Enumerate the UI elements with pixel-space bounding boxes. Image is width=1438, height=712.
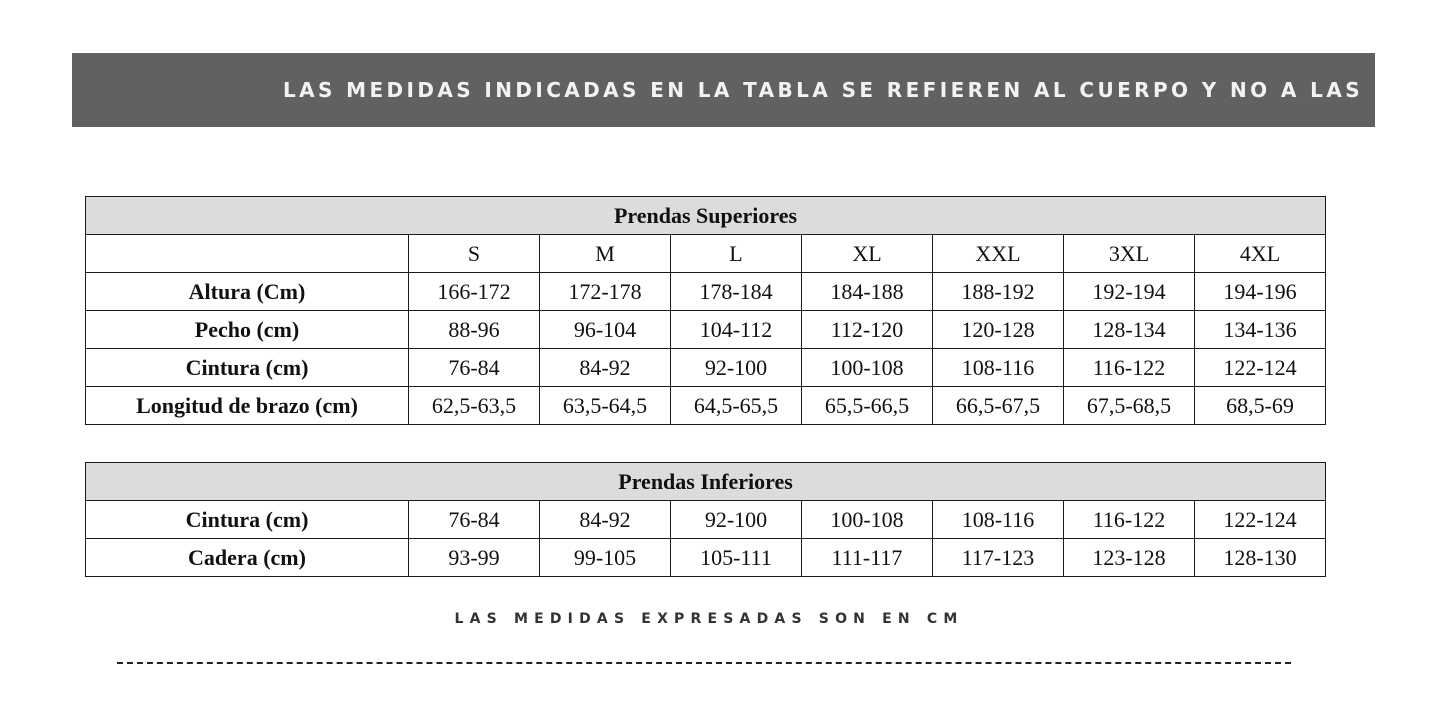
- table-cell: 194-196: [1195, 273, 1326, 311]
- table-cell: 100-108: [802, 501, 933, 539]
- size-header-cell: 3XL: [1064, 235, 1195, 273]
- table-row: [86, 311, 1326, 349]
- table-cell: 188-192: [933, 273, 1064, 311]
- table-cell: 122-124: [1195, 349, 1326, 387]
- table-title-row: [86, 463, 1326, 501]
- row-label: Altura (Cm): [86, 273, 409, 311]
- upper-garments-table: [85, 196, 1326, 425]
- table-cell: 128-130: [1195, 539, 1326, 577]
- table-cell: 117-123: [933, 539, 1064, 577]
- row-label: Pecho (cm): [86, 311, 409, 349]
- size-header-cell: S: [409, 235, 540, 273]
- table-row: [86, 539, 1326, 577]
- table-cell: 88-96: [409, 311, 540, 349]
- table-cell: 62,5-63,5: [409, 387, 540, 425]
- units-note: LAS MEDIDAS EXPRESADAS SON EN CM: [454, 611, 964, 627]
- table-cell: 192-194: [1064, 273, 1195, 311]
- table-cell: 93-99: [409, 539, 540, 577]
- table-cell: 108-116: [933, 349, 1064, 387]
- size-header-cell: M: [540, 235, 671, 273]
- table-cell: 68,5-69: [1195, 387, 1326, 425]
- table-cell: 112-120: [802, 311, 933, 349]
- table-cell: 134-136: [1195, 311, 1326, 349]
- table-cell: 111-117: [802, 539, 933, 577]
- table-cell: 92-100: [671, 349, 802, 387]
- table-cell: 76-84: [409, 349, 540, 387]
- table-cell: 105-111: [671, 539, 802, 577]
- size-header-cell: L: [671, 235, 802, 273]
- banner-text: LAS MEDIDAS INDICADAS EN LA TABLA SE REFIEREN AL CUERPO Y NO A LAS: [282, 78, 1363, 102]
- table-cell: 99-105: [540, 539, 671, 577]
- table-row: [86, 387, 1326, 425]
- dashed-divider: [117, 662, 1291, 664]
- table-cell: 120-128: [933, 311, 1064, 349]
- table-cell: 65,5-66,5: [802, 387, 933, 425]
- table-row: [86, 349, 1326, 387]
- table-cell: 66,5-67,5: [933, 387, 1064, 425]
- row-label: Cintura (cm): [86, 349, 409, 387]
- row-label: Cintura (cm): [86, 501, 409, 539]
- row-label: Longitud de brazo (cm): [86, 387, 409, 425]
- size-header-row: [86, 235, 1326, 273]
- top-banner: [72, 53, 1375, 127]
- table-cell: 96-104: [540, 311, 671, 349]
- table-cell: 92-100: [671, 501, 802, 539]
- table-cell: 100-108: [802, 349, 933, 387]
- table-cell: 123-128: [1064, 539, 1195, 577]
- table-cell: 84-92: [540, 349, 671, 387]
- table-cell: 63,5-64,5: [540, 387, 671, 425]
- size-header-cell: 4XL: [1195, 235, 1326, 273]
- empty-header-cell: [86, 235, 409, 273]
- table-cell: 172-178: [540, 273, 671, 311]
- table-cell: 184-188: [802, 273, 933, 311]
- table-cell: 116-122: [1064, 501, 1195, 539]
- table-cell: 104-112: [671, 311, 802, 349]
- table-cell: 84-92: [540, 501, 671, 539]
- table-cell: 67,5-68,5: [1064, 387, 1195, 425]
- table-title: Prendas Inferiores: [86, 463, 1326, 501]
- lower-garments-table: [85, 462, 1326, 577]
- size-header-cell: XL: [802, 235, 933, 273]
- table-cell: 128-134: [1064, 311, 1195, 349]
- table-cell: 122-124: [1195, 501, 1326, 539]
- table-row: [86, 273, 1326, 311]
- table-cell: 108-116: [933, 501, 1064, 539]
- table-row: [86, 501, 1326, 539]
- table-cell: 178-184: [671, 273, 802, 311]
- table-cell: 64,5-65,5: [671, 387, 802, 425]
- table-title-row: [86, 197, 1326, 235]
- table-cell: 166-172: [409, 273, 540, 311]
- table-cell: 116-122: [1064, 349, 1195, 387]
- table-title: Prendas Superiores: [86, 197, 1326, 235]
- table-cell: 76-84: [409, 501, 540, 539]
- size-header-cell: XXL: [933, 235, 1064, 273]
- row-label: Cadera (cm): [86, 539, 409, 577]
